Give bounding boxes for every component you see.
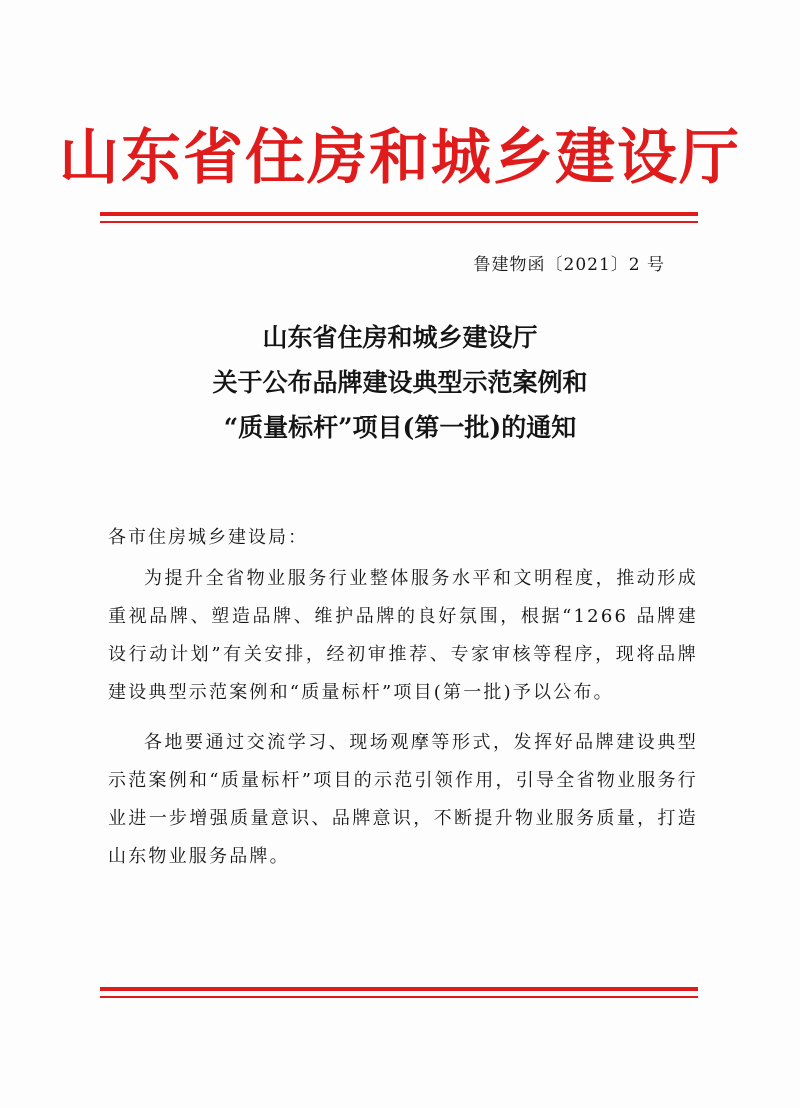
document-title-line: “质量标杆”项目(第一批)的通知 xyxy=(223,413,577,442)
addressee: 各市住房城乡建设局： xyxy=(108,527,308,548)
footer-rule-thick xyxy=(100,987,698,991)
document-title-line: 山东省住房和城乡建设厅 xyxy=(262,323,538,352)
document-title xyxy=(0,315,800,450)
letterhead-org-name: 山东省住房和城乡建设厅 xyxy=(59,123,741,193)
body-paragraph: 为提升全省物业服务行业整体服务水平和文明程度，推动形成重视品牌、塑造品牌、维护品牌的良好氛围，根据“1266 品牌建设行动计划”有关安排，经初审推荐、专家审核等程序，现将品牌建设典型示范案例和“质量标杆”项目(第一批)予以公布。 xyxy=(108,568,698,703)
document-body xyxy=(108,560,698,888)
letterhead-rule-thick xyxy=(100,212,698,216)
document-title-line: 关于公布品牌建设典型示范案例和 xyxy=(212,368,588,397)
letterhead-rule-thin xyxy=(100,221,698,223)
document-number: 鲁建物函〔2021〕2 号 xyxy=(473,255,665,275)
footer-rule-thin xyxy=(100,996,698,998)
body-paragraph: 各地要通过交流学习、现场观摩等形式，发挥好品牌建设典型示范案例和“质量标杆”项目的示范引领作用，引导全省物业服务行业进一步增强质量意识、品牌意识，不断提升物业服务质量，打造山东物业服务品牌。 xyxy=(108,732,698,867)
